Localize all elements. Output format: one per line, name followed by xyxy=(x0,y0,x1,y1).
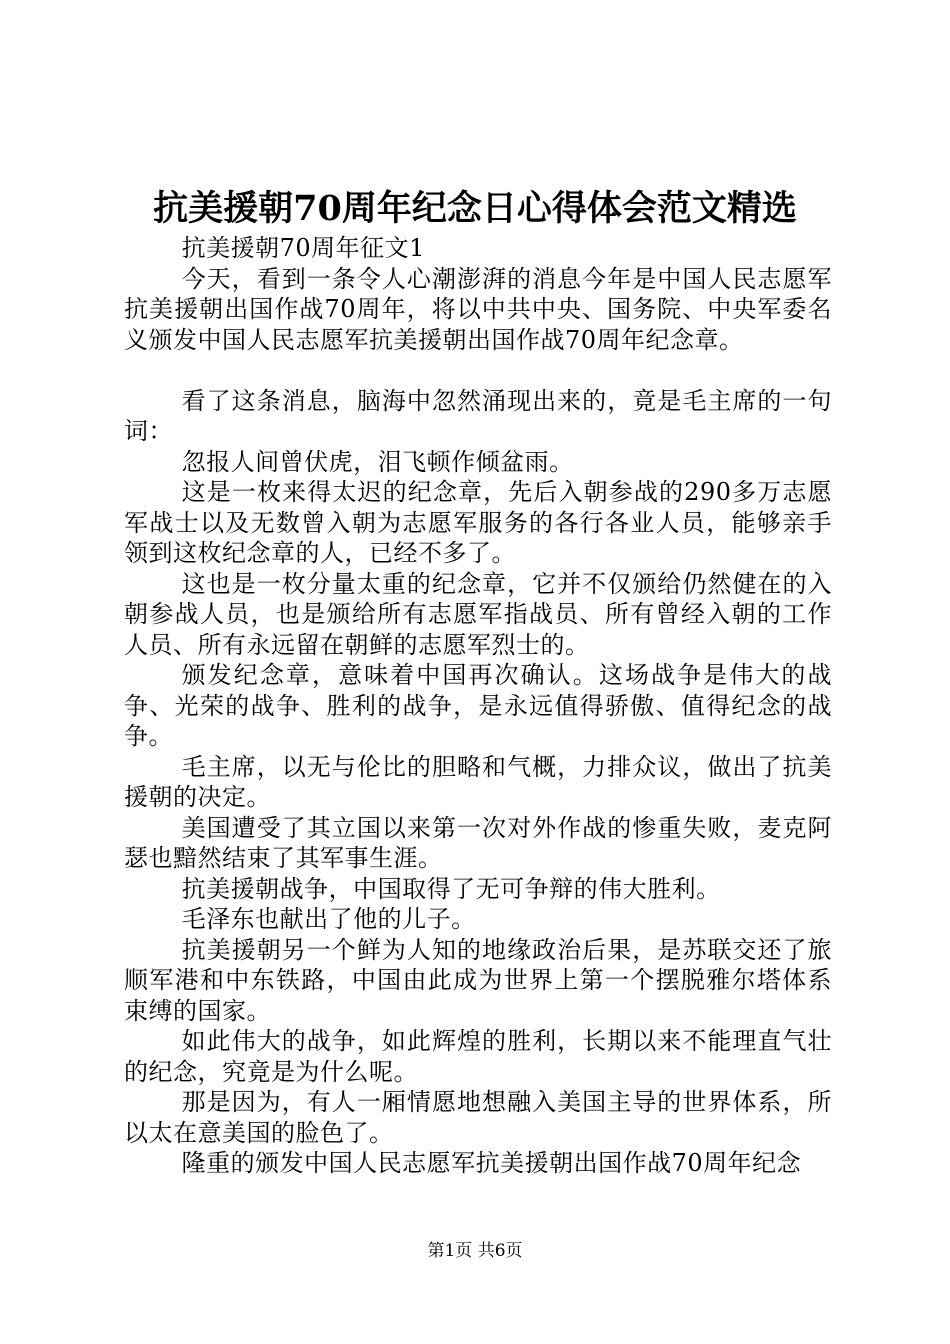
paragraph: 这也是一枚分量太重的纪念章，它并不仅颁给仍然健在的入朝参战人员，也是颁给所有志愿军指战员、所有曾经入朝的工作人员、所有永远留在朝鲜的志愿军烈士的。 xyxy=(124,569,832,659)
paragraph: 抗美援朝另一个鲜为人知的地缘政治后果，是苏联交还了旅顺军港和中东铁路，中国由此成为世界上第一个摆脱雅尔塔体系束缚的国家。 xyxy=(124,935,832,1025)
document-body xyxy=(124,233,832,1179)
paragraph: 毛泽东也献出了他的儿子。 xyxy=(181,905,476,933)
paragraph: 颁发纪念章，意味着中国再次确认。这场战争是伟大的战争、光荣的战争、胜利的战争，是永远值得骄傲、值得纪念的战争。 xyxy=(124,661,832,750)
paragraph: 那是因为，有人一厢情愿地想融入美国主导的世界体系，所以太在意美国的脸色了。 xyxy=(124,1088,832,1147)
paragraph: 隆重的颁发中国人民志愿军抗美援朝出国作战70周年纪念 xyxy=(181,1149,802,1177)
paragraph: 抗美援朝战争，中国取得了无可争辩的伟大胜利。 xyxy=(181,874,721,903)
paragraph: 这是一枚来得太迟的纪念章，先后入朝参战的290多万志愿军战士以及无数曾入朝为志愿军服务的各行各业人员，能够亲手领到这枚纪念章的人，已经不多了。 xyxy=(124,478,832,567)
paragraph: 看了这条消息，脑海中忽然涌现出来的，竟是毛主席的一句词： xyxy=(124,386,832,445)
paragraph: 如此伟大的战争，如此辉煌的胜利，长期以来不能理直气壮的纪念，究竟是为什么呢。 xyxy=(124,1027,832,1086)
document-subheading: 抗美援朝70周年征文1 xyxy=(181,234,425,262)
paragraph: 毛主席，以无与伦比的胆略和气概，力排众议，做出了抗美援朝的决定。 xyxy=(124,752,832,811)
paragraph: 忽报人间曾伏虎，泪飞顿作倾盆雨。 xyxy=(181,447,574,476)
document-title: 抗美援朝70周年纪念日心得体会范文精选 xyxy=(153,188,797,229)
paragraph: 今天，看到一条令人心潮澎湃的消息今年是中国人民志愿军抗美援朝出国作战70周年，将以中共中央、国务院、中央军委名义颁发中国人民志愿军抗美援朝出国作战70周年纪念章。 xyxy=(124,264,832,354)
paragraph: 美国遭受了其立国以来第一次对外作战的惨重失败，麦克阿瑟也黯然结束了其军事生涯。 xyxy=(124,813,832,872)
page-number-footer: 第1页 共6页 xyxy=(427,1241,523,1261)
